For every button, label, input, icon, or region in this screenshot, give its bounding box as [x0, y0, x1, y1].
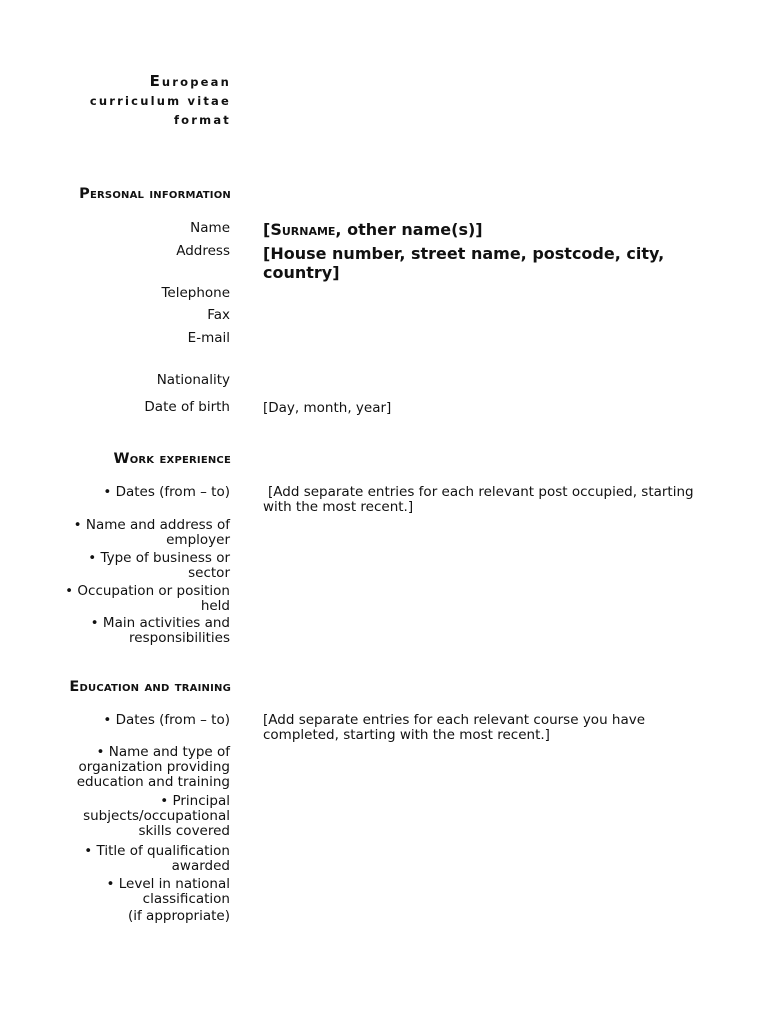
address-value: [House number, street name, postcode, city, country]	[263, 244, 665, 282]
fax-label: Fax	[207, 307, 230, 323]
date-of-birth-label: Date of birth	[144, 399, 230, 415]
telephone-label: Telephone	[161, 285, 230, 301]
cv-title-rest: uropean	[161, 75, 231, 89]
employer-label: • Name and address of employer	[73, 517, 230, 548]
name-prefix: [	[263, 220, 271, 239]
education-training-heading: Education and training	[69, 679, 231, 695]
qualification-title-label: • Title of qualification awarded	[84, 843, 230, 874]
work-experience-heading: Work experience	[113, 451, 231, 467]
organization-label: • Name and type of organization providing education and training	[76, 744, 230, 790]
cv-title-initial: E	[149, 72, 162, 90]
subjects-label: • Principal subjects/occupational skills covered	[83, 793, 230, 839]
email-label: E-mail	[187, 330, 230, 346]
name-surname: Surname	[270, 220, 336, 239]
education-dates-value: [Add separate entries for each relevant course you have completed, starting with the most recent.]	[263, 712, 646, 743]
cv-title-line-3: format	[173, 113, 231, 127]
occupation-label: • Occupation or position held	[65, 583, 230, 614]
personal-information-heading: Personal information	[79, 186, 231, 202]
name-rest: , other name(s)]	[335, 220, 483, 239]
education-dates-label: • Dates (from – to)	[103, 712, 230, 728]
level-note: (if appropriate)	[128, 908, 230, 924]
cv-title-line-1	[150, 72, 231, 90]
nationality-label: Nationality	[156, 372, 230, 388]
name-label: Name	[190, 220, 230, 236]
date-of-birth-value: [Day, month, year]	[263, 400, 392, 416]
level-label: • Level in national classification	[106, 876, 230, 907]
work-dates-label: • Dates (from – to)	[103, 484, 230, 500]
work-dates-value: [Add separate entries for each relevant post occupied, starting with the most recent.]	[263, 484, 694, 515]
activities-label: • Main activities and responsibilities	[90, 615, 230, 646]
cv-title-line-2: curriculum vitae	[89, 94, 231, 108]
business-label: • Type of business or sector	[88, 550, 230, 581]
name-value	[263, 220, 483, 239]
address-label: Address	[176, 243, 230, 259]
